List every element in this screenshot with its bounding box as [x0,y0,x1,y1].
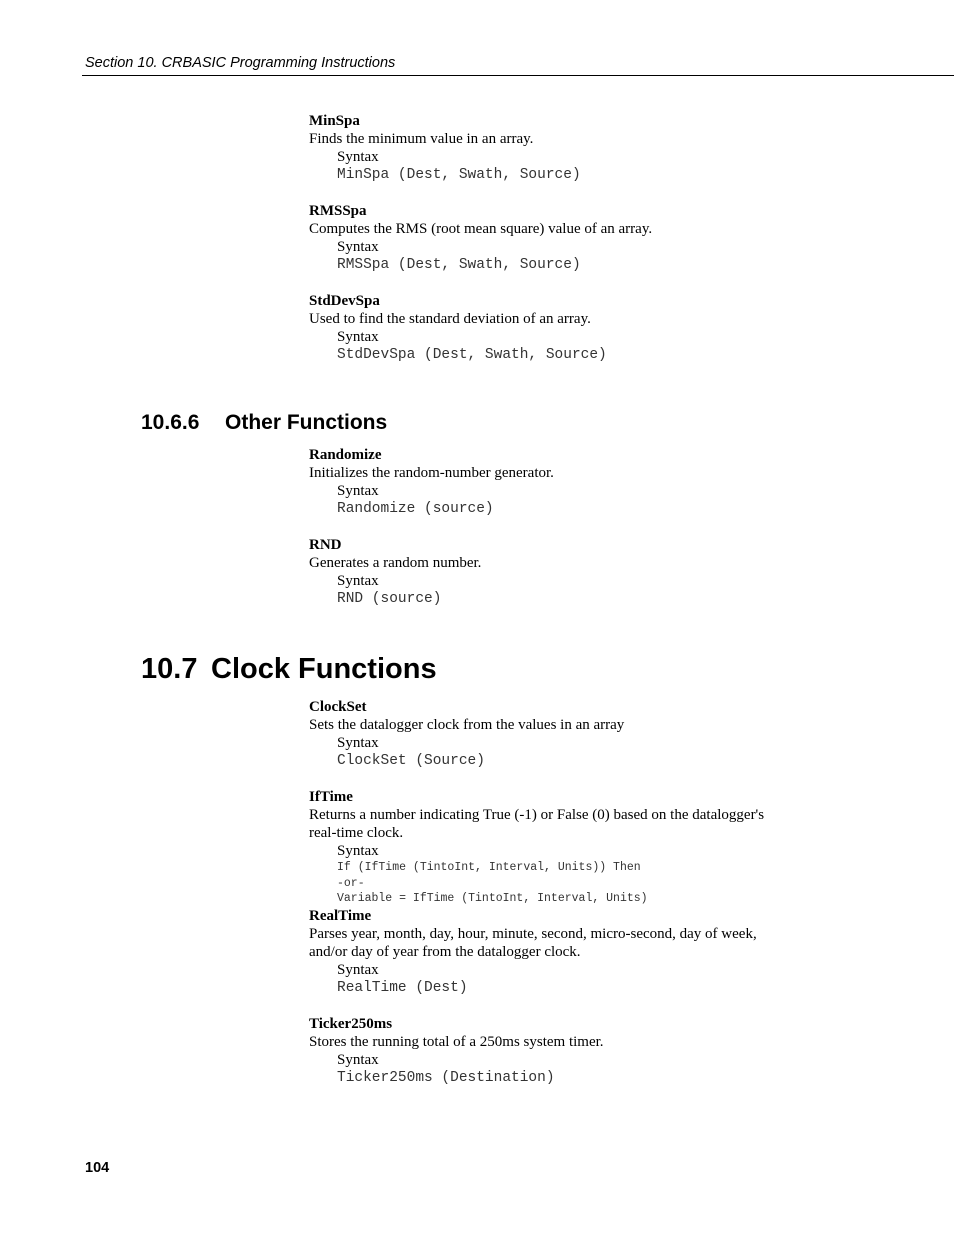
running-header: Section 10. CRBASIC Programming Instructions [85,55,396,71]
function-description: real-time clock. [309,825,404,841]
syntax-code: RND (source) [337,591,442,607]
syntax-label: Syntax [337,1052,379,1068]
entry-ticker250ms [309,1015,809,1087]
syntax-code: Ticker250ms (Destination) [337,1070,555,1086]
function-description: Parses year, month, day, hour, minute, second, micro-second, day of week, [309,926,757,942]
syntax-label: Syntax [337,483,379,499]
syntax-code: Randomize (source) [337,501,494,517]
function-description: Sets the datalogger clock from the values in an array [309,717,625,733]
syntax-label: Syntax [337,843,379,859]
entry-rnd [309,536,809,608]
syntax-code: RMSSpa (Dest, Swath, Source) [337,257,581,273]
section-heading-other-functions [141,411,387,435]
entry-randomize [309,446,809,518]
entry-realtime [309,907,809,997]
syntax-code: MinSpa (Dest, Swath, Source) [337,167,581,183]
function-description: Computes the RMS (root mean square) value of an array. [309,221,653,237]
function-name: RealTime [309,908,372,924]
syntax-label: Syntax [337,329,379,345]
entry-clockset [309,698,809,770]
function-name: ClockSet [309,699,367,715]
entry-iftime [309,788,809,907]
syntax-code: If (IfTime (TintoInt, Interval, Units)) Then [337,861,641,874]
function-name: MinSpa [309,113,360,129]
function-description: Returns a number indicating True (-1) or False (0) based on the datalogger's [309,807,765,823]
syntax-code: Variable = IfTime (TintoInt, Interval, Units) [337,892,648,905]
function-name: Ticker250ms [309,1016,393,1032]
syntax-label: Syntax [337,962,379,978]
entry-rmsspa [309,202,809,274]
syntax-label: Syntax [337,239,379,255]
syntax-label: Syntax [337,149,379,165]
entry-stddevspa [309,292,809,364]
syntax-label: Syntax [337,735,379,751]
function-description: Stores the running total of a 250ms system timer. [309,1034,604,1050]
section-number: 10.7 [141,653,198,685]
function-name: RMSSpa [309,203,367,219]
syntax-code: RealTime (Dest) [337,980,468,996]
function-name: RND [309,537,342,553]
section-heading-clock-functions [141,653,437,686]
syntax-code: -or- [337,876,365,890]
page-number: 104 [85,1160,110,1176]
section-title: Clock Functions [211,653,437,685]
function-name: Randomize [309,447,382,463]
function-description: Initializes the random-number generator. [309,465,554,481]
syntax-code: ClockSet (Source) [337,753,485,769]
function-description: Used to find the standard deviation of an array. [309,311,591,327]
section-title: Other Functions [225,411,388,434]
function-name: StdDevSpa [309,293,380,309]
function-description: Finds the minimum value in an array. [309,131,534,147]
section-number: 10.6.6 [141,411,200,434]
function-description: Generates a random number. [309,555,482,571]
syntax-label: Syntax [337,573,379,589]
header-rule [82,75,954,76]
syntax-code: StdDevSpa (Dest, Swath, Source) [337,347,607,363]
function-name: IfTime [309,789,353,805]
function-description: and/or day of year from the datalogger clock. [309,944,581,960]
entry-minspa [309,112,809,184]
